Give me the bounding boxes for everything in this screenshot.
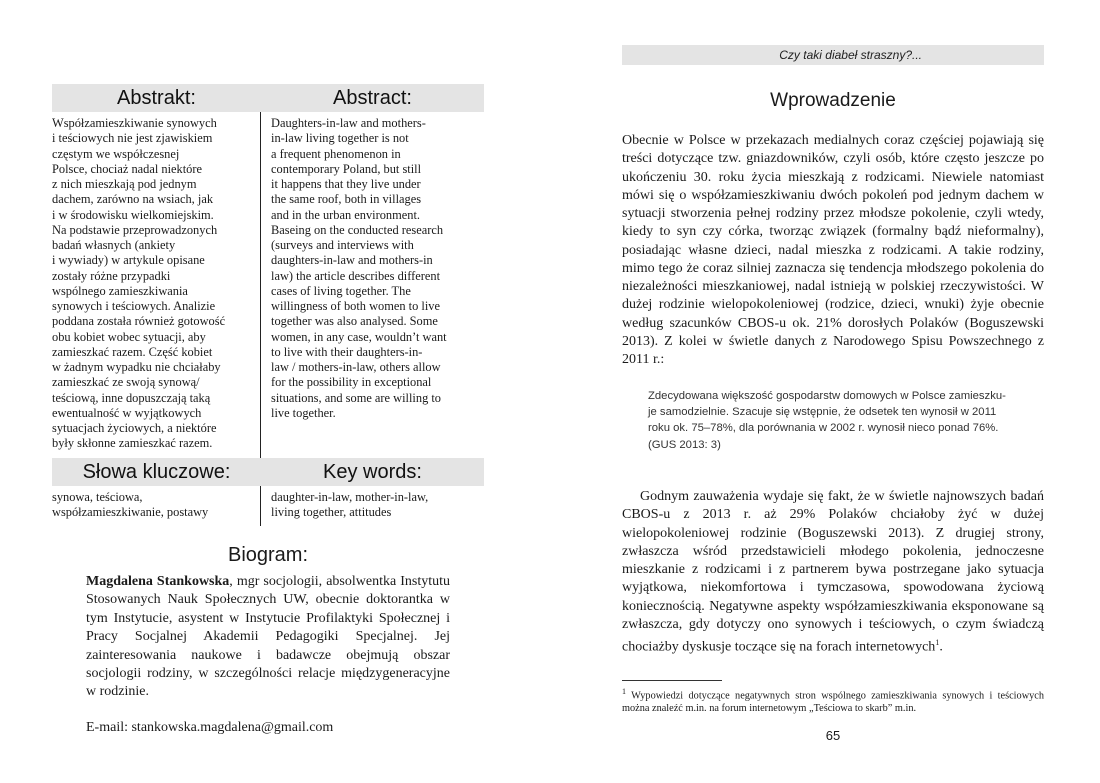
footnote bbox=[622, 685, 1044, 715]
section-heading: Wprowadzenie bbox=[770, 90, 896, 111]
abstract-text: Daughters-in-law and mothers- in-law living together is not a frequent phenomenon in contemporary Poland, but still it happens that they live under the same roof, both in villages and in the urban environment. Baseing on the conducted research (surveys and interviews with daughters-in-law and mothers-in law) the article describes different cases of living together. The willingness of both women to live together was also analysed. Some women, in any case, wouldn’t want to live with their daughters-in- law / mothers-in-law, others allow for the possibility in exceptional situations, and some are willing to live together. bbox=[271, 116, 447, 420]
abstrakt-text: Współzamieszkiwanie synowych i teściowych nie jest zjawiskiem częstym we współczesnej Polsce, chociaż nadal niektóre z nich mieszkają pod jednym dachem, zarówno na wsiach, jak i w środowisku wielkomiejskim. Na podstawie przeprowadzonych badań własnych (ankiety i wywiady) w artykule opisane zostały różne przypadki wspólnego zamieszkiwania synowych i teściowych. Analizie poddana została również gotowość obu kobiet wobec sytuacji, aby zamieszkać razem. Część kobiet w żadnym wypadku nie chciałaby zamieszkać ze swoją synową/ teściową, inne dopuszczają taką ewentualność w wyjątkowych sytuacjach życiowych, a niektóre były skłonne zamieszkać razem. bbox=[52, 116, 226, 451]
slowa-kluczowe-cell bbox=[52, 486, 261, 526]
slowa-kluczowe-heading: Słowa kluczowe: bbox=[52, 458, 261, 486]
paragraph-1: Obecnie w Polsce w przekazach medialnych coraz częściej pojawiają się treści dotyczące tzw. gniazdowników, czyli osób, które często jeszcze po ukończeniu 30. roku życia mieszkają z rodzicami. Niewiele natomiast mówi się o współzamieszkiwaniu dwóch pokoleń pod jednym dachem w sytuacji stworzenia pełnej rodziny przez młodsze pokolenie, czyli wtedy, kiedy to syn czy córka, tworząc związek (formalny bądź nieformalny), posiadając własne dzieci, nadal mieszka z rodzicami. A takie rodziny, mimo tego że coraz silniej zaznacza się tendencja młodszego pokolenia do niezależności mieszkaniowej, nadal istnieją w polskiej rzeczywistości. W dużej rodzinie wielopokoleniowej (rodzice, dzieci, wnuki) żyje obecnie według szacunków CBOS-u ok. 21% dorosłych Polaków (Boguszewski 2013). Z kolei w świetle danych z Narodowego Spisu Powszechnego z 2011 r.: bbox=[622, 133, 1044, 367]
biogram-text bbox=[86, 573, 450, 702]
abstract-cell bbox=[261, 112, 484, 458]
page-number: 65 bbox=[825, 728, 841, 743]
footnote-number: 1 bbox=[622, 687, 626, 696]
left-page bbox=[52, 84, 484, 527]
running-title: Czy taki diabeł straszny?... bbox=[622, 45, 1044, 65]
author-email: E-mail: stankowska.magdalena@gmail.com bbox=[86, 720, 334, 735]
key-words-heading: Key words: bbox=[261, 458, 484, 486]
abstrakt-heading: Abstrakt: bbox=[52, 84, 261, 112]
key-words-cell bbox=[261, 486, 484, 527]
footnote-text: Wypowiedzi dotyczące negatywnych stron wspólnego zamieszkiwania synowych i teściowych można znaleźć m.in. na forum internetowym „Teściowa to skarb” m.in. bbox=[622, 690, 1044, 715]
key-words-text: daughter-in-law, mother-in-law, living together, attitudes bbox=[271, 490, 429, 520]
biogram-body: , mgr socjologii, absolwentka Instytutu Stosowanych Nauk Społecznych UW, obecnie doktorantka w tym Instytucie, asystent w Instytucie Profilaktyki Społecznej i Pracy Socjalnej Akademii Pedagogiki Specjalnej. Jej zainteresowania naukowe i badawcze obejmują obszar socjologii rodziny, w szczególności relacje międzygeneracyjne w rodzinie. bbox=[86, 574, 450, 700]
paragraph-2-body: Godnym zauważenia wydaje się fakt, że w świetle najnowszych badań CBOS-u z 2013 r. aż 29% Polaków chciałoby żyć w dużej wielopokoleniowej rodzinie (Boguszewski 2013). Z drugiej strony, zwłaszcza wśród przedstawicieli młodego pokolenia, jednoczesne mieszkanie z rodzicami i z partnerem bywa postrzegane jako sytuacja wyjątkowa, niekomfortowa i tymczasowa, spowodowana życiową koniecznością. Negatywne aspekty współzamieszkiwania eksponowane są zwłaszcza, gdy dotyczy ono synowych i teściowych, o czym świadczą chociażby dyskusje toczące się na forach internetowych bbox=[622, 489, 1044, 655]
footnote-marker[interactable]: 1 bbox=[935, 638, 940, 647]
abstrakt-cell bbox=[52, 112, 261, 458]
paragraph-2: Godnym zauważenia wydaje się fakt, że w świetle najnowszych badań CBOS-u z 2013 r. aż 29% Polaków chciałoby żyć w dużej wielopokoleniowej rodzinie (Boguszewski 2013). Z drugiej strony, zwłaszcza wśród przedstawicieli młodego pokolenia, jednoczesne mieszkanie z rodzicami i z partnerem bywa postrzegane jako sytuacja wyjątkowa, niekomfortowa i tymczasowa, spowodowana życiową koniecznością. Negatywne aspekty współzamieszkiwania eksponowane są zwłaszcza, gdy dotyczy ono synowych i teściowych, o czym świadczą chociażby dyskusje toczące się na forach internetowych$^1$. bbox=[622, 489, 1044, 655]
footnote-divider bbox=[622, 680, 722, 681]
block-quote: Zdecydowana większość gospodarstw domowych w Polsce zamieszku- je samodzielnie. Szacuje się wstępnie, że odsetek ten wynosił w 2011 roku ok. 75–78%, dla porównania w 2002 r. wynosił nieco ponad 76%. (GUS 2013: 3) bbox=[648, 390, 1006, 451]
abstract-table bbox=[52, 84, 484, 527]
author-name: Magdalena Stankowska bbox=[86, 574, 230, 589]
slowa-kluczowe-text: synowa, teściowa, współzamieszkiwanie, postawy bbox=[52, 490, 209, 520]
biogram-heading: Biogram: bbox=[227, 544, 309, 566]
abstract-heading: Abstract: bbox=[261, 84, 484, 112]
